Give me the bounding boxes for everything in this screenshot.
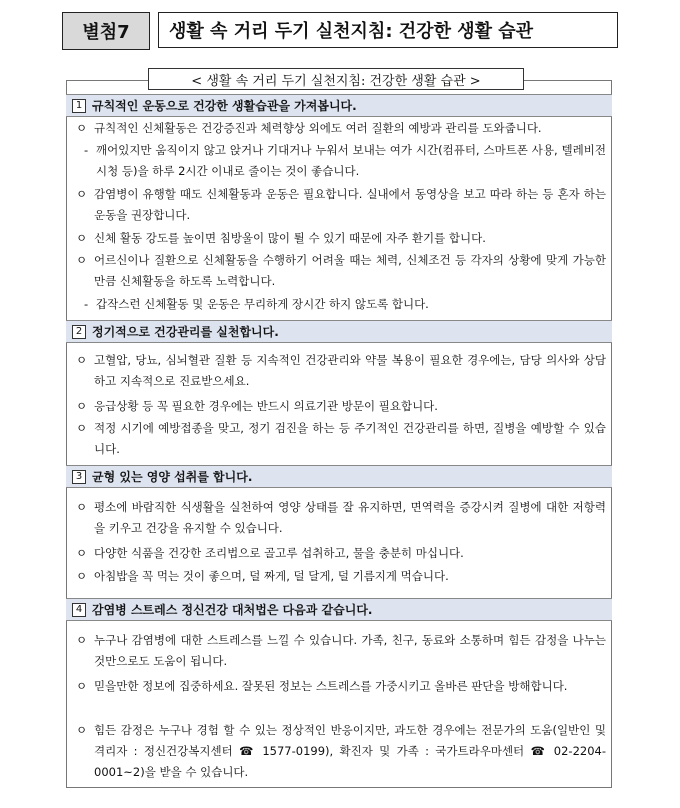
list-item — [76, 676, 606, 697]
section-number: 3 — [72, 470, 86, 484]
section-heading-2 — [66, 320, 612, 343]
section-heading-3 — [66, 465, 612, 488]
item-text: 갑작스런 신체활동 및 운동은 무리하게 장시간 하지 않도록 합니다. — [96, 297, 429, 311]
item-text: 깨어있지만 움직이지 않고 앉거나 기대거나 누워서 보내는 여가 시간(컴퓨터, 스마트폰 사용, 텔레비전 시청 등)을 하루 2시간 이내로 줄이는 것이 좋습니다. — [96, 143, 606, 178]
item-text: 응급상황 등 꼭 필요한 경우에는 반드시 의료기관 방문이 필요합니다. — [94, 399, 438, 413]
item-text: 규칙적인 신체활동은 건강증진과 체력향상 외에도 여러 질환의 예방과 관리를 도와줍니다. — [94, 121, 542, 135]
item-text: 믿을만한 정보에 집중하세요. 잘못된 정보는 스트레스를 가중시키고 올바른 판단을 방해합니다. — [94, 679, 568, 693]
list-item — [76, 250, 606, 292]
list-item — [76, 543, 606, 564]
section-number: 4 — [72, 603, 86, 617]
bullet-mark: ㅇ — [76, 633, 88, 647]
list-item — [76, 228, 606, 249]
list-item — [76, 184, 606, 226]
document-title: 생활 속 거리 두기 실천지침: 건강한 생활 습관 — [158, 12, 618, 48]
item-text: 감염병이 유행할 때도 신체활동과 운동은 필요합니다. 실내에서 동영상을 보고 따라 하는 등 혼자 하는 운동을 권장합니다. — [94, 187, 606, 222]
list-item — [84, 294, 614, 315]
bullet-mark: ㅇ — [76, 723, 88, 737]
bullet-mark: ㅇ — [76, 353, 88, 367]
bullet-mark: ㅇ — [76, 569, 88, 583]
section-heading-1 — [66, 94, 612, 117]
bullet-mark: ㅇ — [76, 121, 88, 135]
list-item — [76, 396, 606, 417]
section-number: 1 — [72, 99, 86, 113]
section-number: 2 — [72, 325, 86, 339]
list-item — [76, 418, 606, 460]
item-text: 아침밥을 꼭 먹는 것이 좋으며, 덜 짜게, 덜 달게, 덜 기름지게 먹습니다. — [94, 569, 449, 583]
bullet-mark: ㅇ — [76, 187, 88, 201]
document-header — [62, 12, 618, 50]
item-text: 평소에 바람직한 식생활을 실천하여 영양 상태를 잘 유지하면, 면역력을 증강시켜 질병에 대한 저항력을 키우고 건강을 유지할 수 있습니다. — [94, 500, 606, 535]
list-item — [76, 350, 606, 392]
bullet-mark: ㅇ — [76, 500, 88, 514]
list-item — [76, 630, 606, 672]
list-item — [76, 566, 606, 587]
item-text: 힘든 감정은 누구나 경험 할 수 있는 정상적인 반응이지만, 과도한 경우에는 전문가의 도움(일반인 및 격리자 : 정신건강복지센터 ☎ 1577-0199), 확진자 및 가족 : 국가트라우마센터 ☎ 02-2204-0001~2)을 받을 수 있습니다. — [94, 723, 606, 779]
bullet-mark: ㅇ — [76, 253, 88, 267]
bullet-mark: - — [84, 297, 89, 311]
section-heading-text: 감염병 스트레스 정신건강 대처법은 다음과 같습니다. — [92, 603, 373, 617]
bullet-mark: ㅇ — [76, 546, 88, 560]
bullet-mark: - — [84, 143, 89, 157]
section-heading-text: 균형 있는 영양 섭취를 합니다. — [92, 470, 253, 484]
bullet-mark: ㅇ — [76, 679, 88, 693]
list-item — [76, 118, 606, 139]
section-heading-4 — [66, 598, 612, 621]
list-item — [84, 140, 614, 182]
section-heading-text: 규칙적인 운동으로 건강한 생활습관을 가져봅니다. — [92, 99, 357, 113]
item-text: 다양한 식품을 건강한 조리법으로 골고루 섭취하고, 물을 충분히 마십니다. — [94, 546, 464, 560]
list-item — [76, 720, 606, 783]
item-text: 적정 시기에 예방접종을 맞고, 정기 검진을 하는 등 주기적인 건강관리를 하면, 질병을 예방할 수 있습니다. — [94, 421, 606, 456]
item-text: 고혈압, 당뇨, 심뇌혈관 질환 등 지속적인 건강관리와 약물 복용이 필요한 경우에는, 담당 의사와 상담하고 지속적으로 진료받으세요. — [94, 353, 606, 388]
item-text: 누구나 감염병에 대한 스트레스를 느낄 수 있습니다. 가족, 친구, 동료와 소통하며 힘든 감정을 나누는 것만으로도 도움이 됩니다. — [94, 633, 606, 668]
bullet-mark: ㅇ — [76, 231, 88, 245]
bullet-mark: ㅇ — [76, 421, 88, 435]
appendix-tag: 별첨7 — [62, 12, 150, 50]
item-text: 신체 활동 강도를 높이면 침방울이 많이 튈 수 있기 때문에 자주 환기를 합니다. — [94, 231, 486, 245]
bullet-mark: ㅇ — [76, 399, 88, 413]
box-title: < 생활 속 거리 두기 실천지침: 건강한 생활 습관 > — [148, 68, 524, 90]
list-item — [76, 497, 606, 539]
item-text: 어르신이나 질환으로 신체활동을 수행하기 어려울 때는 체력, 신체조건 등 각자의 상황에 맞게 가능한 만큼 신체활동을 하도록 노력합니다. — [94, 253, 606, 288]
section-heading-text: 정기적으로 건강관리를 실천합니다. — [92, 325, 279, 339]
